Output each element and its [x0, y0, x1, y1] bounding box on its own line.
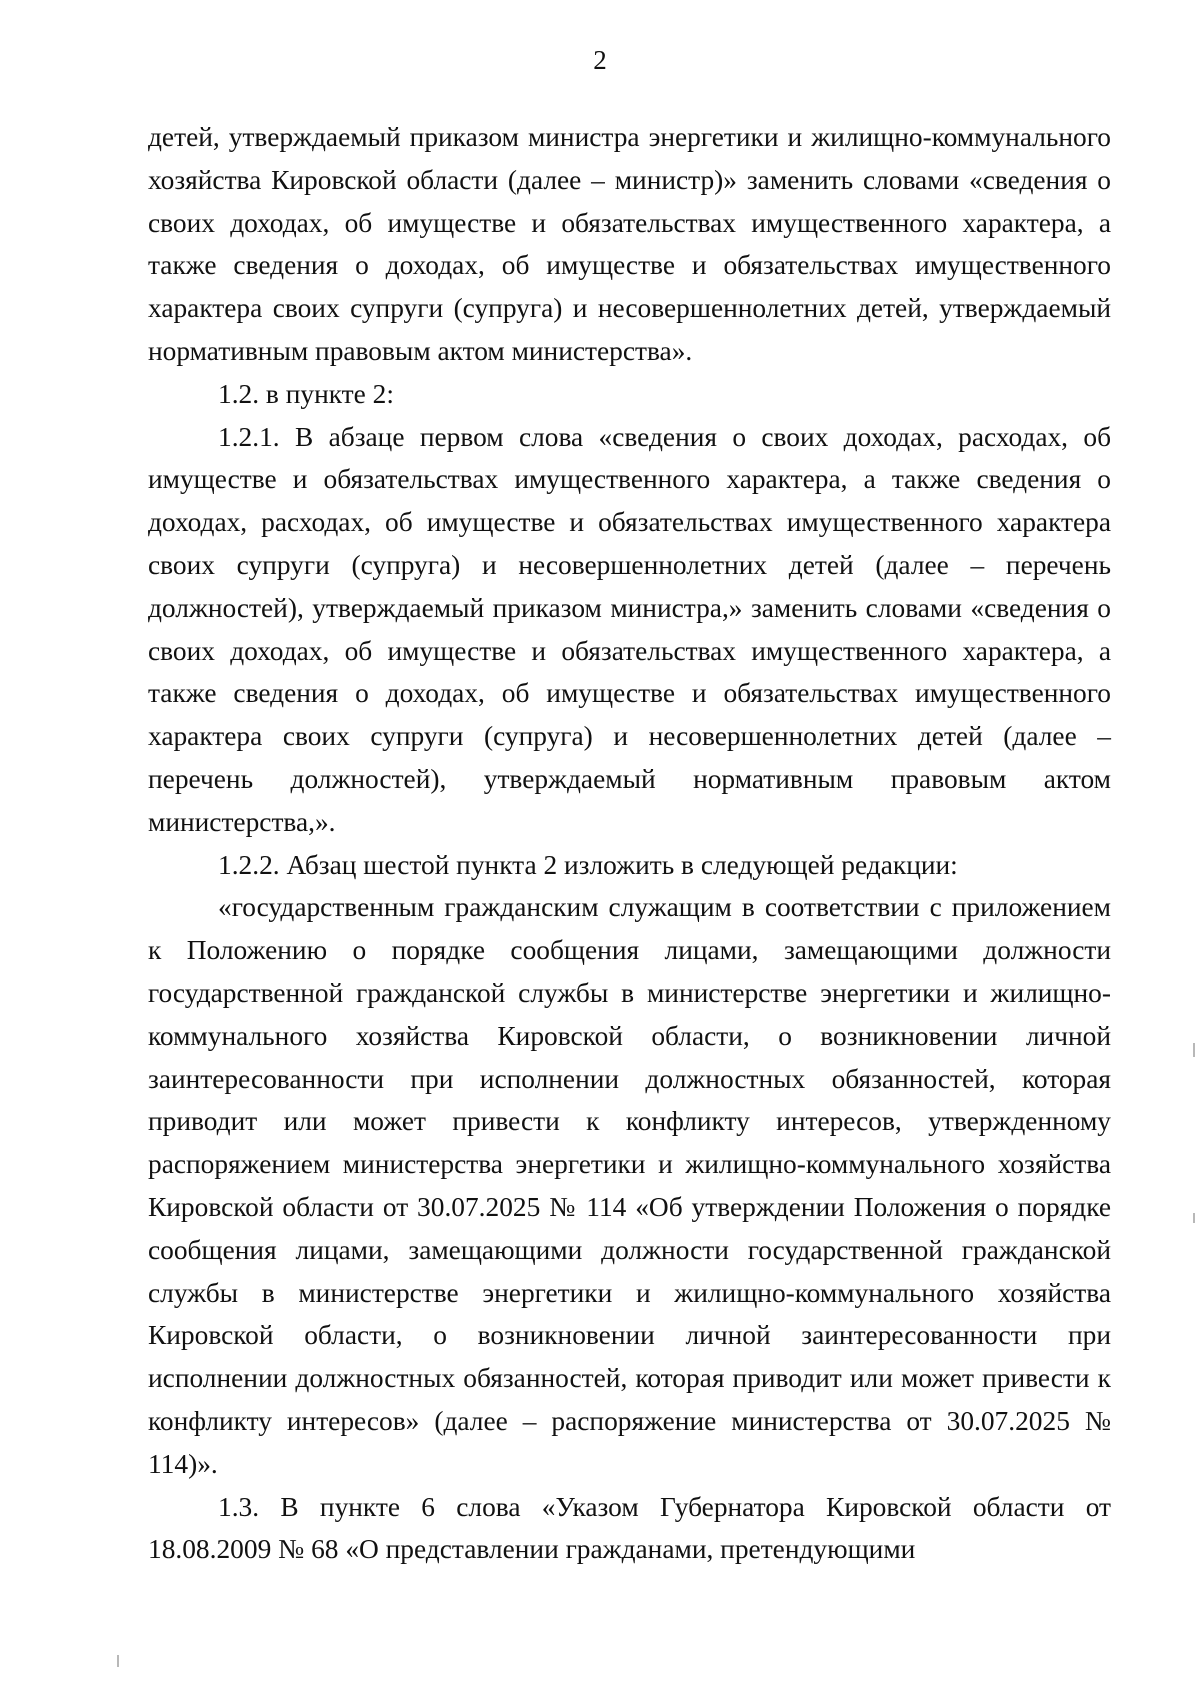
- paragraph-1-2-1: 1.2.1. В абзаце первом слова «сведения о своих доходах, расходах, об имуществе и обязательствах имущественного характера, а также сведения о доходах, расходах, об имуществе и обязательствах имущественного характера своих супруги (супруга) и несовершеннолетних детей (далее – перечень должностей), утверждаемый приказом министра,» заменить словами «сведения о своих доходах, об имуществе и обязательствах имущественного характера, а также сведения о доходах, об имуществе и обязательствах имущественного характера своих супруги (супруга) и несовершеннолетних детей (далее – перечень должностей), утверждаемый нормативным правовым актом министерства,».: [148, 421, 1111, 837]
- scan-edge-mark: [1193, 1213, 1195, 1223]
- scan-edge-mark: [1193, 1043, 1195, 1057]
- page-number: 2: [593, 45, 607, 75]
- scan-edge-mark: [117, 1655, 119, 1667]
- paragraph-quoted-amendment: «государственным гражданским служащим в соответствии с приложением к Положению о порядке сообщения лицами, замещающими должности государственной гражданской службы в министерстве энергетики и жилищно-коммунального хозяйства Кировской области, о возникновении личной заинтересованности при исполнении должностных обязанностей, которая приводит или может привести к конфликту интересов, утвержденному распоряжением министерства энергетики и жилищно-коммунального хозяйства Кировской области от 30.07.2025 № 114 «Об утверждении Положения о порядке сообщения лицами, замещающими должности государственной гражданской службы в министерстве энергетики и жилищно-коммунального хозяйства Кировской области, о возникновении личной заинтересованности при исполнении должностных обязанностей, которая приводит или может привести к конфликту интересов» (далее – распоряжение министерства от 30.07.2025 № 114)».: [148, 892, 1111, 1479]
- paragraph-1-2: 1.2. в пункте 2:: [218, 378, 394, 409]
- paragraph-continuation: детей, утверждаемый приказом министра энергетики и жилищно-коммунального хозяйства Кировской области (далее – министр)» заменить словами «сведения о своих доходах, об имуществе и обязательствах имущественного характера, а также сведения о доходах, об имуществе и обязательствах имущественного характера своих супруги (супруга) и несовершеннолетних детей, утверждаемый нормативным правовым актом министерства».: [148, 122, 1111, 366]
- document-body: [148, 116, 1111, 1571]
- paragraph-1-2-2: 1.2.2. Абзац шестой пункта 2 изложить в следующей редакции:: [218, 849, 958, 880]
- paragraph-1-3: 1.3. В пункте 6 слова «Указом Губернатора Кировской области от 18.08.2009 № 68 «О представлении гражданами, претендующими: [148, 1491, 1111, 1565]
